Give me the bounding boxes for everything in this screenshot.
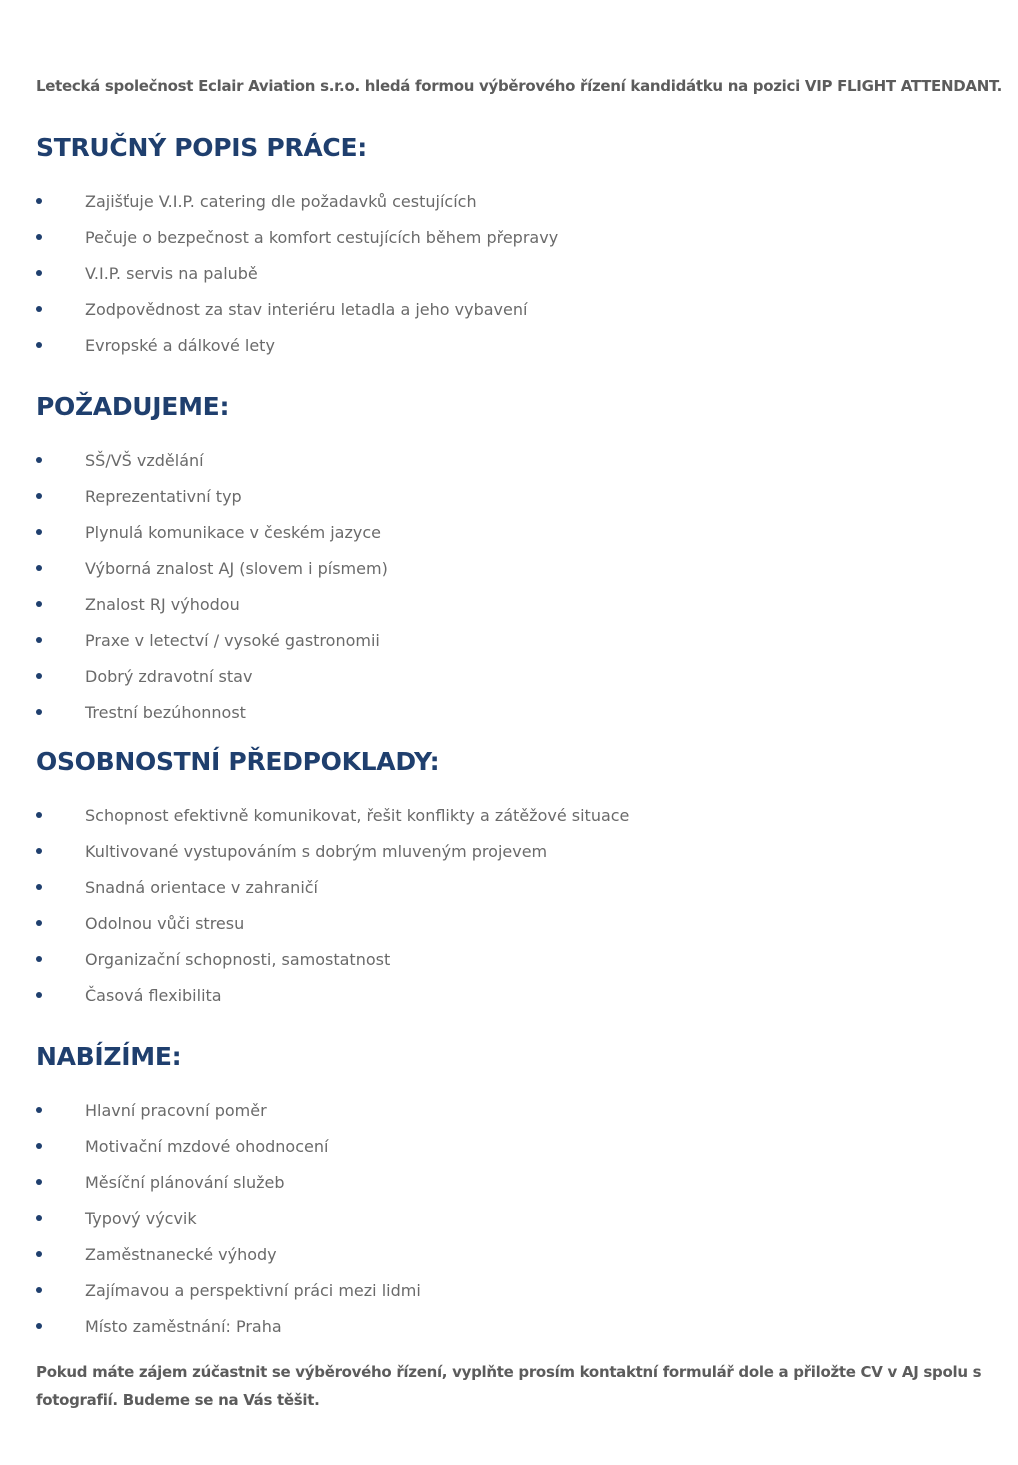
list-item-text: Zaměstnanecké výhody <box>85 1245 277 1264</box>
bullet-icon <box>36 1287 42 1293</box>
bullet-icon <box>36 234 42 240</box>
list-item <box>36 631 388 667</box>
bullet-icon <box>36 673 42 679</box>
bullet-icon <box>36 709 42 715</box>
list-item <box>36 451 388 487</box>
list-item-text: Trestní bezúhonnost <box>85 703 246 722</box>
list-item <box>36 1317 421 1353</box>
list-item-text: V.I.P. servis na palubě <box>85 264 258 283</box>
list-item <box>36 842 629 878</box>
bullet-icon <box>36 884 42 890</box>
list-item <box>36 986 629 1022</box>
list-item-text: Organizační schopnosti, samostatnost <box>85 950 391 969</box>
bullet-icon <box>36 1107 42 1113</box>
list-item <box>36 559 388 595</box>
list-item <box>36 1209 421 1245</box>
list-item-text: Motivační mzdové ohodnocení <box>85 1137 329 1156</box>
list-item-text: Časová flexibilita <box>85 986 222 1005</box>
list-item <box>36 950 629 986</box>
bullet-icon <box>36 812 42 818</box>
bullet-icon <box>36 1215 42 1221</box>
bullet-icon <box>36 1251 42 1257</box>
list-item <box>36 595 388 631</box>
list-item <box>36 300 558 336</box>
list-item <box>36 192 558 228</box>
personal-qualities-list <box>36 806 629 1022</box>
bullet-icon <box>36 306 42 312</box>
list-item <box>36 1101 421 1137</box>
requirements-list <box>36 451 388 739</box>
list-item-text: Schopnost efektivně komunikovat, řešit konflikty a zátěžové situace <box>85 806 630 825</box>
list-item-text: Kultivované vystupováním s dobrým mluveným projevem <box>85 842 548 861</box>
list-item <box>36 487 388 523</box>
bullet-icon <box>36 270 42 276</box>
list-item <box>36 1173 421 1209</box>
list-item-text: Hlavní pracovní poměr <box>85 1101 267 1120</box>
intro-text: Letecká společnost Eclair Aviation s.r.o. hledá formou výběrového řízení kandidátku na pozici VIP FLIGHT ATTENDANT. <box>36 77 1003 95</box>
job-description-list <box>36 192 558 372</box>
bullet-icon <box>36 1323 42 1329</box>
list-item-text: Evropské a dálkové lety <box>85 336 275 355</box>
bullet-icon <box>36 198 42 204</box>
outro-text: Pokud máte zájem zúčastnit se výběrového řízení, vyplňte prosím kontaktní formulář dole a přiložte CV v AJ spolu s fotografií. Budeme se na Vás těšit. <box>36 1363 982 1409</box>
bullet-icon <box>36 342 42 348</box>
list-item <box>36 336 558 372</box>
list-item <box>36 806 629 842</box>
section-title-job-description: STRUČNÝ POPIS PRÁCE: <box>36 133 367 162</box>
bullet-icon <box>36 920 42 926</box>
section-title-we-offer: NABÍZÍME: <box>36 1042 182 1071</box>
list-item <box>36 703 388 739</box>
list-item <box>36 523 388 559</box>
section-title-personal-qualities: OSOBNOSTNÍ PŘEDPOKLADY: <box>36 747 440 776</box>
list-item-text: Snadná orientace v zahraničí <box>85 878 318 897</box>
bullet-icon <box>36 457 42 463</box>
list-item-text: Výborná znalost AJ (slovem i písmem) <box>85 559 388 578</box>
bullet-icon <box>36 637 42 643</box>
list-item-text: Zodpovědnost za stav interiéru letadla a jeho vybavení <box>85 300 528 319</box>
list-item-text: Znalost RJ výhodou <box>85 595 240 614</box>
bullet-icon <box>36 1143 42 1149</box>
list-item-text: Zajímavou a perspektivní práci mezi lidmi <box>85 1281 421 1300</box>
list-item-text: Odolnou vůči stresu <box>85 914 245 933</box>
we-offer-list <box>36 1101 421 1353</box>
list-item <box>36 667 388 703</box>
list-item <box>36 914 629 950</box>
list-item <box>36 228 558 264</box>
list-item-text: Pečuje o bezpečnost a komfort cestujících během přepravy <box>85 228 559 247</box>
bullet-icon <box>36 565 42 571</box>
list-item-text: Plynulá komunikace v českém jazyce <box>85 523 381 542</box>
bullet-icon <box>36 848 42 854</box>
section-title-requirements: POŽADUJEME: <box>36 392 230 421</box>
list-item-text: Praxe v letectví / vysoké gastronomii <box>85 631 380 650</box>
bullet-icon <box>36 992 42 998</box>
list-item-text: SŠ/VŠ vzdělání <box>85 451 204 470</box>
list-item-text: Reprezentativní typ <box>85 487 242 506</box>
bullet-icon <box>36 601 42 607</box>
list-item-text: Měsíční plánování služeb <box>85 1173 285 1192</box>
bullet-icon <box>36 1179 42 1185</box>
bullet-icon <box>36 493 42 499</box>
list-item-text: Dobrý zdravotní stav <box>85 667 253 686</box>
list-item <box>36 1281 421 1317</box>
list-item <box>36 878 629 914</box>
list-item-text: Zajišťuje V.I.P. catering dle požadavků cestujících <box>85 192 477 211</box>
list-item <box>36 1137 421 1173</box>
list-item <box>36 1245 421 1281</box>
list-item-text: Místo zaměstnání: Praha <box>85 1317 282 1336</box>
list-item <box>36 264 558 300</box>
bullet-icon <box>36 956 42 962</box>
list-item-text: Typový výcvik <box>85 1209 197 1228</box>
bullet-icon <box>36 529 42 535</box>
